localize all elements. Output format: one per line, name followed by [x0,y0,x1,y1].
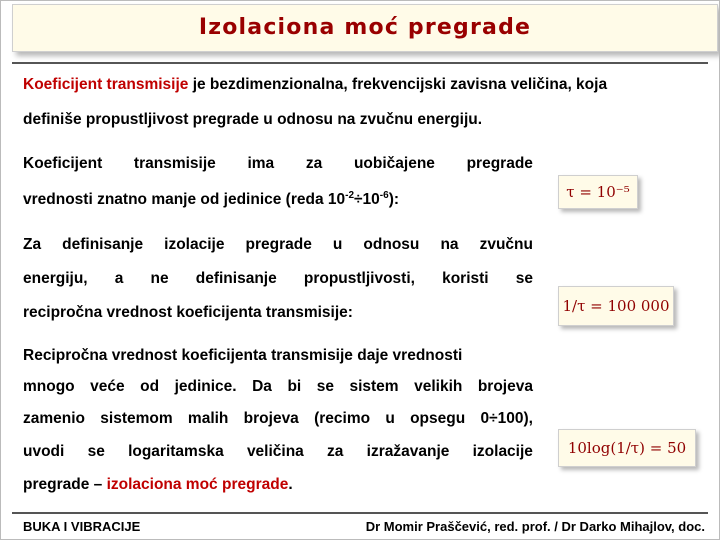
footer-authors: Dr Momir Praščević, red. prof. / Dr Darko Mihajlov, doc. [365,519,705,534]
title-box [12,4,718,52]
paragraph-3-line-1: Za definisanje izolacije pregrade u odnosu na zvučnu [23,236,533,253]
term-izolaciona-moc: izolaciona moć pregrade [106,476,289,493]
paragraph-4-line-4: uvodi se logaritamska veličina za izražavanje izolacije [23,443,533,460]
paragraph-4-line-1: Recipročna vrednost koeficijenta transmisije daje vrednosti [23,347,463,364]
footer-course: BUKA I VIBRACIJE [23,519,141,534]
formula-isolation-log: 10log(1/τ) = 50 [558,429,696,467]
paragraph-3-line-2: energiju, a ne definisanje propustljivosti, koristi se [23,270,533,287]
slide-title: Izolaciona moć pregrade [198,15,532,40]
bottom-divider [12,512,708,514]
term-koeficijent-transmisije: Koeficijent transmisije [23,76,189,93]
formula-reciprocal: 1/τ = 100 000 [558,286,674,326]
top-divider [12,62,708,64]
paragraph-2-line-2: vrednosti znatno manje od jedinice (reda $10^{-2}\div 10^{-6}$): [23,190,400,208]
paragraph-4-line-5: pregrade – izolaciona moć pregrade. [23,476,293,493]
paragraph-2-line-1: Koeficijent transmisije ima za uobičajene pregrade [23,155,533,172]
paragraph-4-line-2: mnogo veće od jedinice. Da bi se sistem velikih brojeva [23,378,533,395]
paragraph-3-line-3: recipročna vrednost koeficijenta transmisije: [23,304,353,321]
paragraph-1-line-2: definiše propustljivost pregrade u odnosu na zvučnu energiju. [23,111,483,128]
paragraph-4-line-3: zamenio sistemom malih brojeva (recimo u opsegu 0÷100), [23,410,533,427]
formula-tau: τ = 10⁻⁵ [558,175,638,209]
paragraph-1-line-1: Koeficijent transmisije je bezdimenzionalna, frekvencijski zavisna veličina, koja [23,76,608,93]
